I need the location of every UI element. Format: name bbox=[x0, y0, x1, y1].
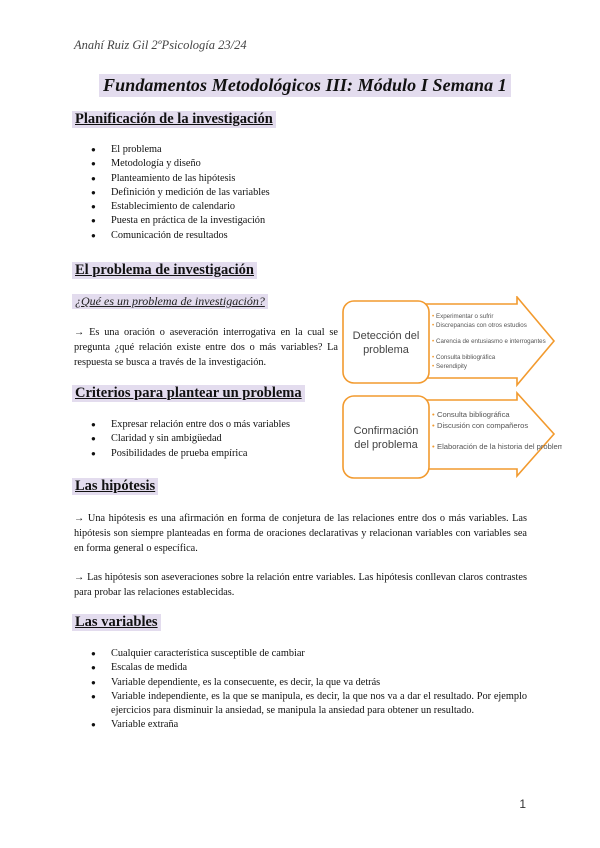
document-title: Fundamentos Metodológicos III: Módulo I Semana 1 bbox=[99, 74, 511, 97]
svg-text:•: • bbox=[432, 322, 435, 329]
list-item: ● Establecimiento de calendario bbox=[91, 200, 531, 214]
page-number: 1 bbox=[519, 797, 526, 811]
document-header-author: Anahí Ruiz Gil 2ºPsicología 23/24 bbox=[74, 38, 247, 52]
svg-text:•: • bbox=[432, 442, 435, 451]
list-item: ● Variable extraña bbox=[91, 718, 527, 732]
problem-diagram bbox=[340, 296, 562, 484]
box1-item: Discrepancias con otros estudios bbox=[436, 322, 527, 329]
box1-item: Carencia de entusiasmo e interrogantes bbox=[436, 338, 546, 345]
list-item: ● Variable independiente, es la que se manipula, es decir, la que nos va a dar el resultado. Por ejemplo ejercicios para disminuir la ansiedad, se manipula la ansiedad para obtener un resultado. bbox=[91, 690, 527, 719]
subheading-que-es-problema: ¿Qué es un problema de investigación? bbox=[72, 294, 268, 309]
box1-item: Serendipity bbox=[436, 363, 467, 370]
list-item: ● Planteamiento de las hipótesis bbox=[91, 172, 531, 186]
box-confirmation bbox=[343, 396, 429, 478]
box1-item: Consulta bibliográfica bbox=[436, 354, 496, 361]
box-detection bbox=[343, 301, 429, 383]
hipotesis-paragraph-1: → Una hipótesis es una afirmación en forma de conjetura de las relaciones entre dos o más variables. Las hipótesis son siempre planteadas en forma de oraciones declarativas y relacionan variables con variables sea en forma general o específica. bbox=[74, 513, 527, 555]
heading-planificacion: Planificación de la investigación bbox=[72, 111, 276, 128]
svg-text:•: • bbox=[432, 363, 435, 370]
list-item: ● El problema bbox=[91, 143, 531, 157]
box2-item: Discusión con compañeros bbox=[437, 421, 529, 430]
variables-list bbox=[91, 647, 527, 733]
svg-text:•: • bbox=[432, 421, 435, 430]
list-item: ● Claridad y sin ambigüedad bbox=[91, 432, 341, 446]
svg-text:•: • bbox=[432, 354, 435, 361]
list-item: ● Cualquier característica susceptible de cambiar bbox=[91, 647, 527, 661]
problema-paragraph: → Es una oración o aseveración interrogativa en la cual se pregunta ¿qué relación existe entre dos o más variables? La respuesta se busca a través de la investigación. bbox=[74, 327, 338, 369]
svg-text:•: • bbox=[432, 410, 435, 419]
hipotesis-paragraph-2: → Las hipótesis son aseveraciones sobre la relación entre variables. Las hipótesis conllevan claros contrastes para probar las relaciones establecidas. bbox=[74, 572, 527, 599]
box2-label-line1: Confirmación bbox=[353, 425, 419, 437]
box1-label-line1: Detección del bbox=[352, 330, 420, 342]
list-item: ● Expresar relación entre dos o más variables bbox=[91, 418, 341, 432]
box2-item: Consulta bibliográfica bbox=[437, 410, 510, 419]
list-item: ● Definición y medición de las variables bbox=[91, 186, 531, 200]
box1-item: Experimentar o sufrir bbox=[436, 313, 494, 320]
heading-criterios: Criterios para plantear un problema bbox=[72, 385, 305, 402]
heading-hipotesis: Las hipótesis bbox=[72, 478, 158, 495]
list-item: ● Variable dependiente, es la consecuente, es decir, la que va detrás bbox=[91, 676, 527, 690]
list-item: ● Metodología y diseño bbox=[91, 157, 531, 171]
box2-label-line2: del problema bbox=[354, 439, 418, 451]
arrow-shape-2 bbox=[415, 393, 554, 476]
list-item: ● Escalas de medida bbox=[91, 661, 527, 675]
heading-problema: El problema de investigación bbox=[72, 262, 257, 279]
heading-variables: Las variables bbox=[72, 614, 161, 631]
list-item: ● Comunicación de resultados bbox=[91, 229, 531, 243]
box2-item: Elaboración de la historia del problema bbox=[437, 442, 562, 451]
planificacion-list bbox=[91, 143, 531, 243]
list-item: ● Puesta en práctica de la investigación bbox=[91, 214, 531, 228]
svg-text:•: • bbox=[432, 313, 435, 320]
list-item: ● Posibilidades de prueba empírica bbox=[91, 447, 341, 461]
criterios-list bbox=[91, 418, 341, 461]
svg-text:•: • bbox=[432, 338, 435, 345]
box1-label-line2: problema bbox=[363, 344, 409, 356]
